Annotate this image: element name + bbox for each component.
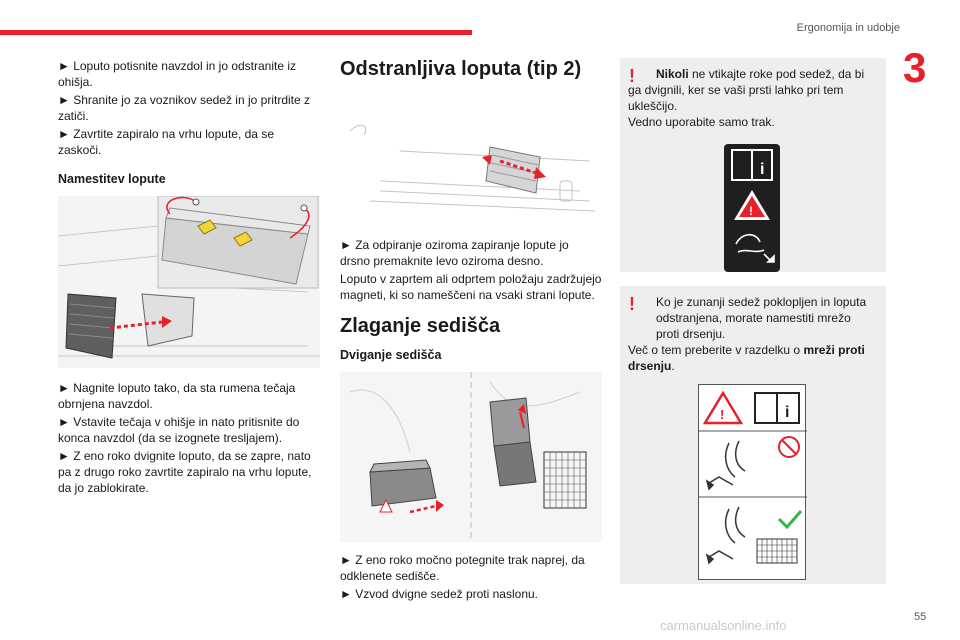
- anti-slip-net-icon: [757, 539, 797, 563]
- step-text: ► Nagnite loputo tako, da sta rumena tečaja obrnjena navzdol.: [58, 381, 296, 411]
- step-text: ► Zavrtite zapiralo na vrhu lopute, da se zaskoči.: [58, 127, 274, 157]
- sliding-flap-illustration: [340, 91, 602, 219]
- warning-box-net: [620, 286, 886, 584]
- hand-pinch-icon: [736, 235, 774, 262]
- prohibited-icon: [779, 437, 799, 457]
- column-left: [58, 58, 320, 498]
- warning-exclamation-icon: !: [629, 294, 635, 314]
- page-number: 55: [914, 611, 927, 623]
- section-title: Ergonomija in udobje: [796, 22, 900, 34]
- svg-text:i: i: [785, 404, 790, 421]
- checkmark-icon: [779, 511, 801, 527]
- pictogram-panel-net: [698, 384, 806, 580]
- subheading-lift-seat: Dviganje sedišča: [340, 348, 442, 362]
- watermark: carmanualsonline.info: [660, 618, 787, 633]
- paragraph: ► Za odpiranje oziroma zapiranje lopute jo drsno premaknite levo oziroma desno.: [340, 238, 569, 268]
- svg-text:!: !: [749, 204, 753, 218]
- flap-installation-illustration: [58, 196, 320, 368]
- warning-text-ref: Več o tem preberite v razdelku o mreži proti drsenju.: [628, 343, 865, 373]
- column-right: [620, 58, 886, 584]
- warning-bold-word: Nikoli: [656, 67, 689, 81]
- column-middle: [340, 58, 602, 604]
- svg-text:i: i: [760, 161, 765, 178]
- warning-text: [628, 66, 876, 114]
- warning-text: Ko je zunanji sedež poklopljen in loputa odstranjena, morate namestiti mrežo proti drsenju.: [656, 295, 867, 341]
- seat-with-net-icon: [707, 507, 745, 563]
- paragraph: Loputo v zaprtem ali odprtem položaju zadržujejo magneti, ki so nameščeni na vsaki strani lopute.: [340, 272, 602, 302]
- step-text: ► Vstavite tečaja v ohišje in nato pritisnite do konca navzdol (da se izognete tresljajem).: [58, 415, 300, 445]
- net-section-link: mreži proti drsenju: [628, 343, 865, 373]
- pictogram-panel: [724, 144, 780, 272]
- heading-fold-seat: Zlaganje sedišča: [340, 315, 501, 337]
- seat-without-net-icon: [707, 441, 745, 489]
- manual-book-icon: [732, 150, 772, 180]
- heading-removable-flap: Odstranljiva loputa (tip 2): [340, 58, 582, 80]
- step-text: ► Shranite jo za voznikov sedež in jo pritrdite z zatiči.: [58, 93, 310, 123]
- seat-lift-illustration: [340, 372, 602, 542]
- warning-text-line2: Vedno uporabite samo trak.: [628, 115, 775, 129]
- paragraph: ► Vzvod dvigne sedež proti naslonu.: [340, 587, 538, 601]
- warning-text-rest: ne vtikajte roke pod sedež, da bi ga dvignili, ker se vaši prsti lahko pri tem ukleščijo.: [628, 67, 865, 113]
- chapter-number: 3: [903, 44, 927, 91]
- manual-book-icon: [755, 393, 799, 423]
- header-accent-bar: [0, 30, 472, 35]
- warning-exclamation-icon: !: [629, 66, 635, 86]
- step-text: ► Loputo potisnite navzdol in jo odstranite iz ohišja.: [58, 59, 297, 89]
- paragraph: ► Z eno roko močno potegnite trak naprej, da odklenete sedišče.: [340, 553, 585, 583]
- warning-triangle-icon: [734, 190, 770, 220]
- step-text: ► Z eno roko dvignite loputo, da se zapre, nato pa z drugo roko zavrtite zapiralo na vrhu lopute, da jo zablokirate.: [58, 449, 312, 495]
- warning-triangle-icon: [705, 393, 741, 423]
- svg-text:!: !: [720, 407, 725, 422]
- warning-box-hands: [620, 58, 886, 272]
- subheading-install-flap: Namestitev lopute: [58, 172, 166, 186]
